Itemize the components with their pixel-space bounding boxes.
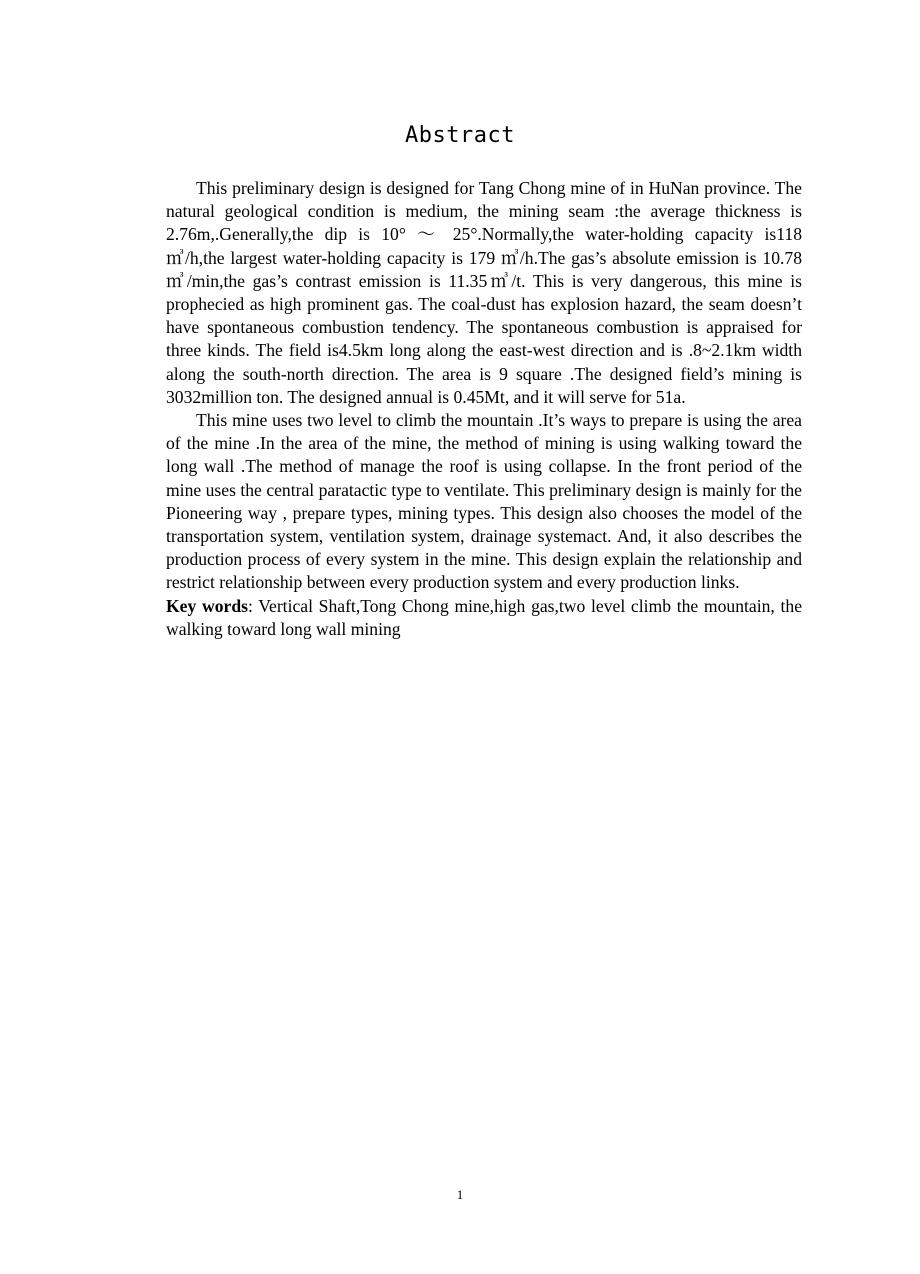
- keywords-label: Key words: [166, 595, 248, 616]
- page-title: Abstract: [405, 123, 515, 148]
- abstract-paragraph-2: This mine uses two level to climb the mountain .It’s ways to prepare is using the area of the mine .In the area of the mine, the method of mining is using walking toward the long wall .The method of manage the roof is using collapse. In the front period of the mine uses the central paratactic type to ventilate. This preliminary design is mainly for the Pioneering way , prepare types, mining types. This design also chooses the model of the transportation system, ventilation system, drainage systemact. And, it also describes the production process of every system in the mine. This design explain the relationship and restrict relationship between every production system and every production links.: [166, 410, 802, 593]
- page-number: 1: [456, 1187, 464, 1202]
- keywords-text: : Vertical Shaft,Tong Chong mine,high gas,two level climb the mountain, the walking toward long wall mining: [166, 595, 803, 639]
- abstract-paragraph-1: This preliminary design is designed for Tang Chong mine of in HuNan province. The natural geological condition is medium, the mining seam :the average thickness is 2.76m,.Generally,the dip is 10° ～ 25°.Normally,the water-holding capacity is118 ㎥/h,the largest water-holding capacity is 179 ㎥/h.The gas’s absolute emission is 10.78㎥/min,the gas’s contrast emission is 11.35㎥/t. This is very dangerous, this mine is prophecied as high prominent gas. The coal-dust has explosion hazard, the seam doesn’t have spontaneous combustion tendency. The spontaneous combustion is appraised for three kinds. The field is4.5km long along the east-west direction and is .8~2.1km width along the south-north direction. The area is 9 square .The designed field’s mining is 3032million ton. The designed annual is 0.45Mt, and it will serve for 51a.: [166, 178, 802, 407]
- keywords-line: [166, 595, 802, 641]
- abstract-body: [166, 177, 802, 641]
